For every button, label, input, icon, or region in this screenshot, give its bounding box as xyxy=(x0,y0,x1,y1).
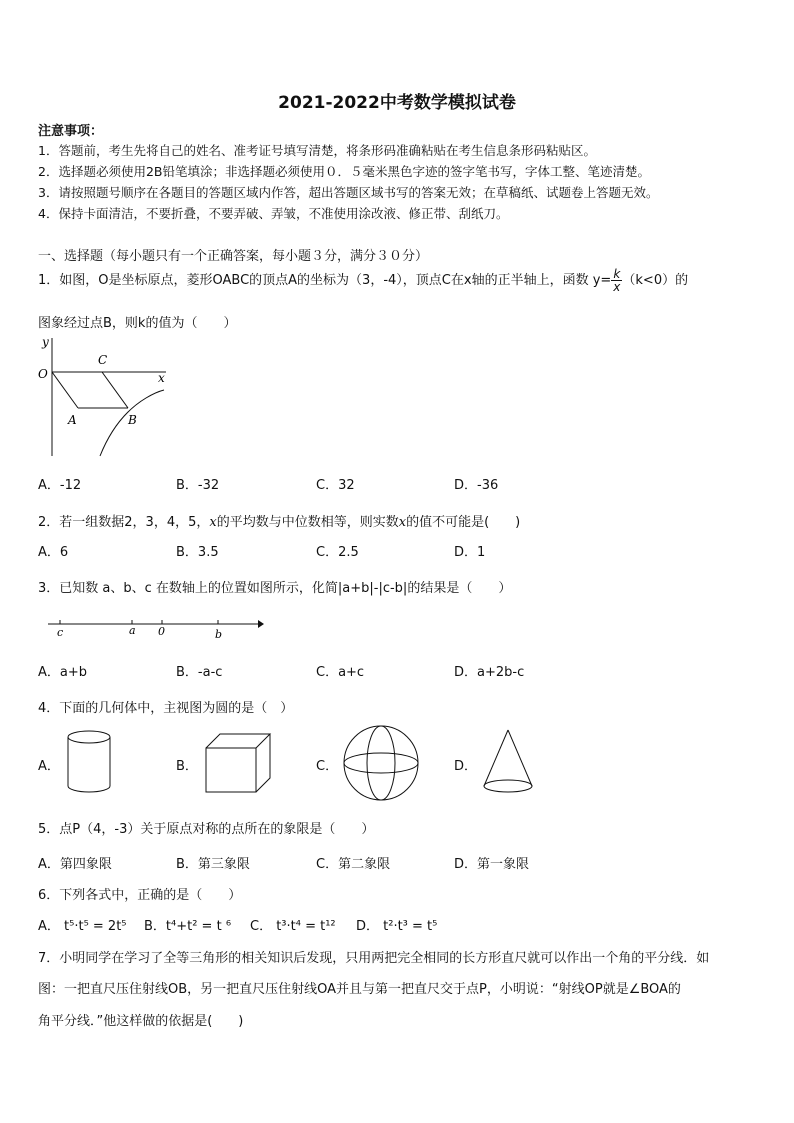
q5-option-b[interactable]: B．第三象限 xyxy=(176,857,250,872)
question-7-line-3: 角平分线．”他这样做的依据是( ) xyxy=(38,1014,244,1029)
q2-option-d[interactable]: D．1 xyxy=(454,545,486,560)
label-b: b xyxy=(215,628,223,641)
q2-var2: x xyxy=(398,515,407,530)
label-o: O xyxy=(38,367,48,381)
q1-option-c[interactable]: C．32 xyxy=(316,478,355,493)
q6-option-a[interactable]: A． t⁵·t⁵ = 2t⁵ xyxy=(38,919,127,934)
question-4: 4．下面的几何体中，主视图为圆的是（ ） xyxy=(38,701,294,716)
q1-option-a[interactable]: A．-12 xyxy=(38,478,82,493)
q3-number-line xyxy=(44,610,266,642)
note-item: 3．请按照题号顺序在各题目的答题区域内作答，超出答题区域书写的答案无效；在草稿纸、试题卷上答题无效。 xyxy=(38,185,659,200)
q2-text: 2．若一组数据2，3，4，5， xyxy=(38,515,210,530)
section-heading: 一、选择题（每小题只有一个正确答案，每小题３分，满分３０分） xyxy=(38,249,429,264)
cylinder-shape xyxy=(62,728,116,796)
q1-fraction xyxy=(611,268,622,293)
side-oa xyxy=(52,372,78,408)
q4-option-b[interactable]: B． xyxy=(176,759,198,774)
question-7-line-2: 图：一把直尺压住射线OB，另一把直尺压住射线OA并且与第一把直尺交于点P，小明说：“射线OP就是∠BOA的 xyxy=(38,982,681,997)
q4-option-c[interactable]: C． xyxy=(316,759,339,774)
q1-figure xyxy=(36,334,176,460)
note-item: 4．保持卡面清洁，不要折叠，不要弄破、弄皱，不准使用涂改液、修正带、刮纸刀。 xyxy=(38,206,509,221)
q6-option-c[interactable]: C． t³·t⁴ = t¹² xyxy=(250,919,336,934)
q6-option-b[interactable]: B．t⁴+t² = t ⁶ xyxy=(144,919,232,934)
q2-option-a[interactable]: A．6 xyxy=(38,545,69,560)
number-line-arrow xyxy=(258,620,264,628)
q2-option-c[interactable]: C．2.5 xyxy=(316,545,359,560)
label-c: C xyxy=(98,353,108,367)
note-item: 1．答题前，考生先将自己的姓名、准考证号填写清楚，将条形码准确粘贴在考生信息条形码粘贴区。 xyxy=(38,143,596,158)
q2-var: x xyxy=(209,515,217,530)
cube-shape xyxy=(200,730,276,796)
question-1-line-2: 图象经过点B，则k的值为（ ） xyxy=(38,316,237,331)
question-7-line-1: 7．小明同学在学习了全等三角形的相关知识后发现，只用两把完全相同的长方形直尺就可以作出一个角的平分线．如 xyxy=(38,951,710,966)
q5-option-d[interactable]: D．第一象限 xyxy=(454,857,530,872)
q1-frac-num: k xyxy=(611,268,622,281)
label-b: B xyxy=(128,413,137,427)
notes-heading: 注意事项： xyxy=(38,124,104,139)
q1-text-a: 1．如图，O是坐标原点，菱形OABC的顶点A的坐标为（3，-4），顶点C在x轴的正半轴上，函数 y= xyxy=(38,273,612,288)
q3-option-b[interactable]: B．-a-c xyxy=(176,665,223,680)
label-c: c xyxy=(57,626,64,639)
label-zero: 0 xyxy=(158,625,165,638)
q1-frac-den: x xyxy=(613,280,621,294)
question-6: 6．下列各式中，正确的是（ ） xyxy=(38,888,242,903)
q3-option-c[interactable]: C．a+c xyxy=(316,665,365,680)
cone-shape xyxy=(478,726,538,798)
q2-text3: 的值不可能是( ) xyxy=(406,515,521,530)
label-a: a xyxy=(129,624,136,637)
label-a: A xyxy=(68,413,77,427)
q3-option-a[interactable]: A．a+b xyxy=(38,665,88,680)
q3-option-d[interactable]: D．a+2b-c xyxy=(454,665,525,680)
q2-option-b[interactable]: B．3.5 xyxy=(176,545,219,560)
q4-option-a[interactable]: A． xyxy=(38,759,60,774)
q1-option-b[interactable]: B．-32 xyxy=(176,478,220,493)
q5-option-a[interactable]: A．第四象限 xyxy=(38,857,112,872)
q2-text2: 的平均数与中位数相等，则实数 xyxy=(216,515,399,530)
label-x: x xyxy=(158,371,165,385)
q1-text-b: （k<0）的 xyxy=(622,273,689,288)
q5-option-c[interactable]: C．第二象限 xyxy=(316,857,391,872)
label-y: y xyxy=(42,335,49,349)
note-item: 2．选择题必须使用2B铅笔填涂；非选择题必须使用０．５毫米黑色字迹的签字笔书写，字体工整、笔迹清楚。 xyxy=(38,164,650,179)
side-cb xyxy=(102,372,128,408)
page-title: 2021-2022中考数学模拟试卷 xyxy=(278,93,516,113)
question-2 xyxy=(38,511,520,530)
sphere-shape xyxy=(340,722,422,804)
question-5: 5．点P（4，-3）关于原点对称的点所在的象限是（ ） xyxy=(38,822,375,837)
q4-option-d[interactable]: D． xyxy=(454,759,478,774)
question-1-line-1 xyxy=(38,268,688,293)
question-3: 3．已知数 a、b、c 在数轴上的位置如图所示，化简|a+b|-|c-b|的结果是（ ） xyxy=(38,581,512,596)
q1-option-d[interactable]: D．-36 xyxy=(454,478,499,493)
q6-option-d[interactable]: D． t²·t³ = t⁵ xyxy=(356,919,438,934)
